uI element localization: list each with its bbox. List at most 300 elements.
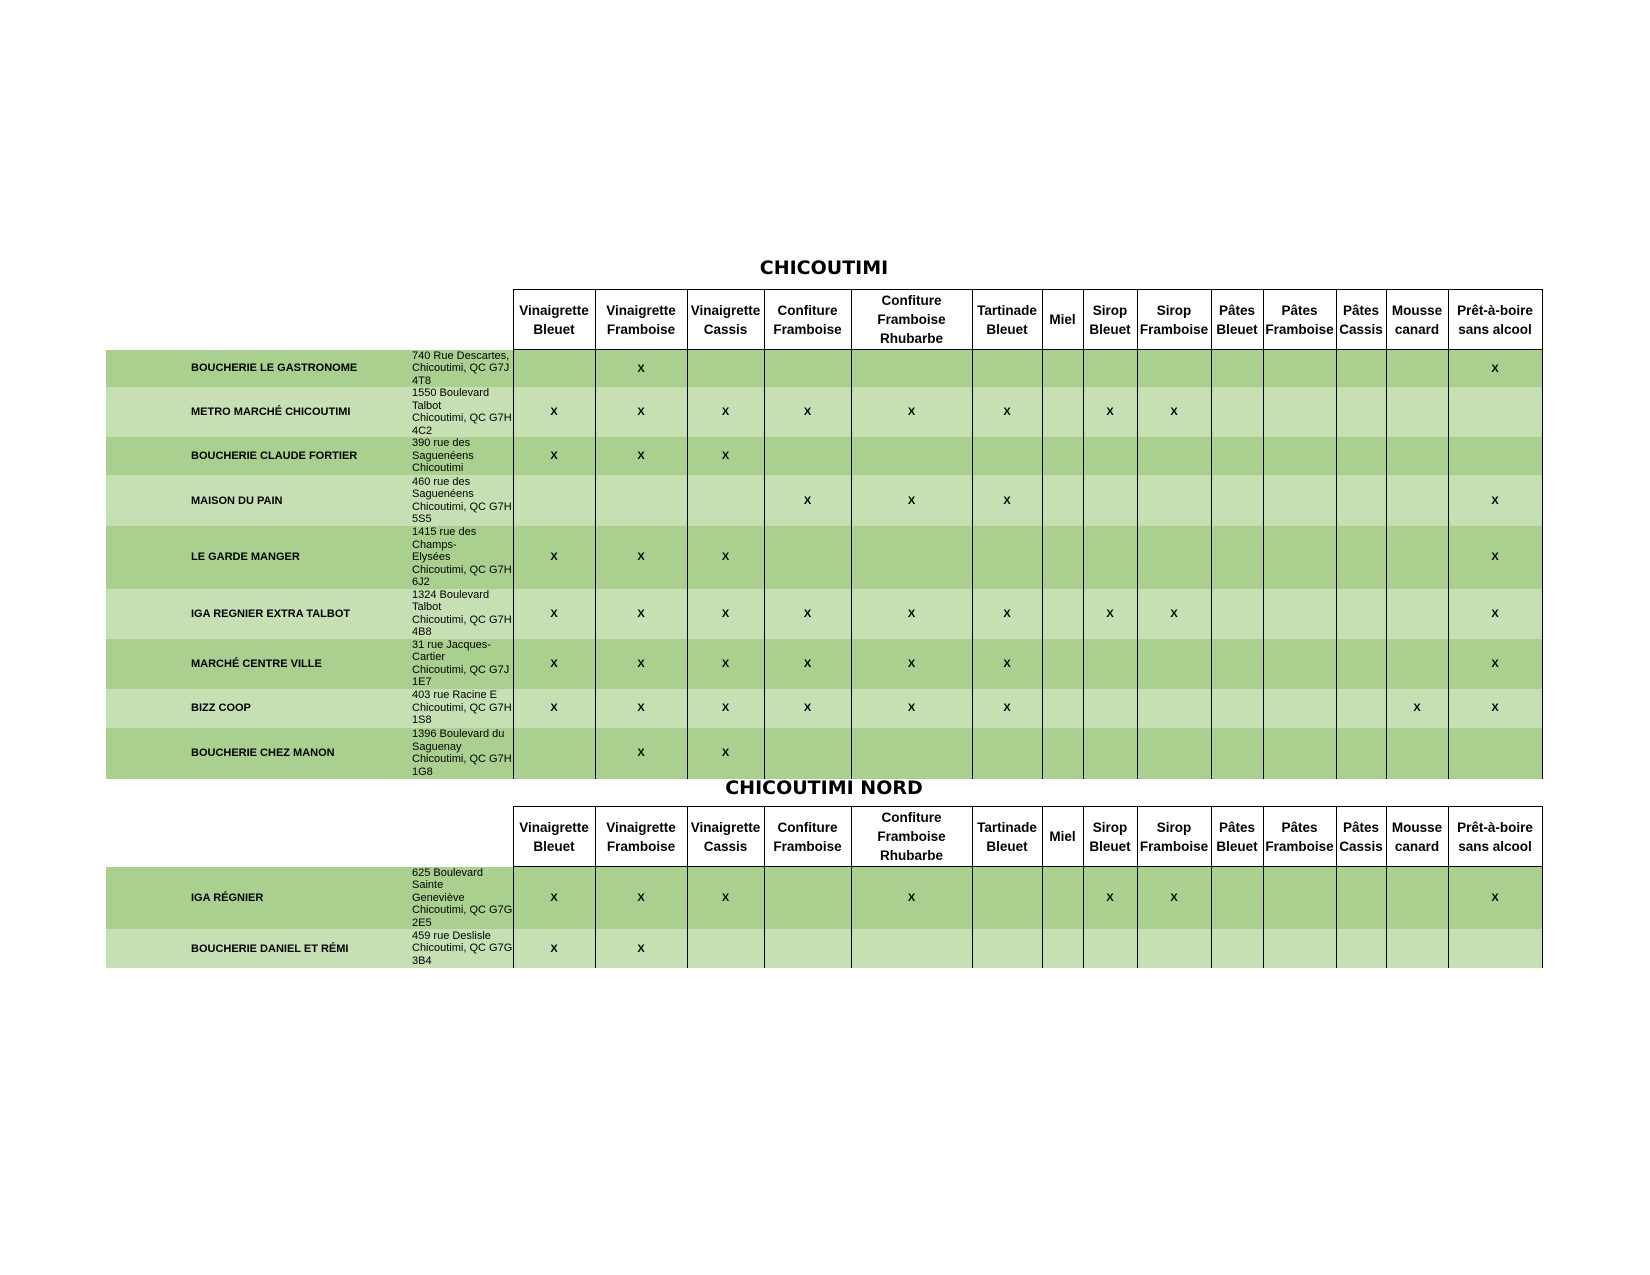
availability-cell — [851, 689, 972, 728]
address-line: 31 rue Jacques-Cartier — [412, 638, 491, 663]
availability-cell — [1263, 350, 1336, 388]
availability-cell — [1137, 526, 1211, 589]
product-header — [1386, 290, 1448, 350]
availability-mark: X — [550, 450, 558, 462]
availability-cell — [687, 350, 764, 388]
address-line: Saguenéens — [412, 488, 474, 500]
store-address — [412, 350, 513, 388]
availability-mark: X — [1491, 551, 1499, 564]
availability-cell — [1137, 867, 1211, 930]
address-line: 1324 Boulevard Talbot — [412, 588, 490, 613]
availability-cell — [1336, 689, 1386, 728]
availability-cell — [1042, 728, 1083, 779]
product-header-line: Bleuet — [986, 321, 1028, 337]
availability-cell — [972, 475, 1042, 526]
availability-cell — [1336, 589, 1386, 639]
product-header-line: Framboise — [773, 321, 842, 337]
product-header-line: Miel — [1049, 829, 1076, 844]
product-header — [1042, 290, 1083, 350]
store-name: MARCHÉ CENTRE VILLE — [106, 639, 412, 689]
availability-cell — [1083, 639, 1137, 689]
availability-cell — [1083, 589, 1137, 639]
availability-cell — [1263, 475, 1336, 526]
availability-mark: X — [637, 450, 645, 462]
address-line: 403 rue Racine E — [412, 689, 497, 702]
availability-cell — [687, 526, 764, 589]
availability-cell — [972, 867, 1042, 930]
product-header — [1336, 807, 1386, 867]
address-line: Chicoutimi, QC G7G — [412, 942, 513, 955]
store-name: METRO MARCHÉ CHICOUTIMI — [106, 387, 412, 437]
product-header-line: Tartinade — [977, 819, 1037, 835]
store-name: BOUCHERIE DANIEL ET RÉMI — [106, 929, 412, 968]
table-row — [106, 387, 1542, 437]
availability-cell — [1211, 387, 1263, 437]
availability-mark: X — [721, 657, 730, 670]
availability-mark: X — [1106, 892, 1114, 904]
availability-cell — [1083, 437, 1137, 475]
product-header-line: Bleuet — [1089, 321, 1131, 337]
product-header-line: Sirop — [1092, 819, 1128, 835]
availability-cell — [1336, 475, 1386, 526]
availability-cell — [1211, 639, 1263, 689]
address-line: Chicoutimi, QC G7H 6J2 — [412, 563, 512, 588]
address-line: 460 rue des — [412, 475, 471, 488]
availability-cell — [595, 867, 687, 930]
product-header-line: Pâtes — [1281, 819, 1318, 835]
availability-table — [106, 806, 1543, 968]
product-header-line: Pâtes — [1342, 819, 1380, 835]
availability-mark: X — [721, 747, 730, 759]
availability-cell — [851, 639, 972, 689]
product-header — [1263, 290, 1336, 350]
table-row — [106, 929, 1542, 968]
table-row — [106, 689, 1542, 728]
availability-cell — [972, 526, 1042, 589]
availability-cell — [1137, 639, 1211, 689]
availability-mark: X — [637, 942, 645, 955]
product-header-line: Cassis — [1339, 321, 1383, 337]
store-address — [412, 437, 513, 475]
product-header-line: Vinaigrette — [606, 302, 676, 318]
availability-mark: X — [1106, 406, 1114, 418]
availability-cell — [513, 929, 595, 968]
availability-mark: X — [550, 406, 558, 418]
availability-cell — [1386, 589, 1448, 639]
product-header — [1042, 807, 1083, 867]
availability-mark: X — [803, 494, 812, 507]
availability-mark: X — [907, 657, 916, 670]
product-header-line: Pâtes — [1218, 302, 1256, 318]
availability-mark: X — [637, 657, 645, 670]
availability-mark: X — [907, 892, 916, 904]
address-line: 740 Rue Descartes, — [412, 349, 510, 362]
availability-cell — [513, 639, 595, 689]
address-line: 625 Boulevard Sainte — [412, 866, 483, 891]
product-header-line: Framboise — [606, 321, 676, 337]
availability-mark: X — [550, 657, 558, 670]
availability-cell — [1336, 526, 1386, 589]
table-body — [106, 350, 1542, 779]
availability-mark: X — [1170, 607, 1178, 620]
availability-cell — [1042, 350, 1083, 388]
address-line: Chicoutimi, QC G7G — [412, 904, 513, 916]
availability-cell — [595, 387, 687, 437]
product-header-line: Vinaigrette — [606, 819, 676, 835]
availability-cell — [595, 437, 687, 475]
product-header-line: Framboise — [1265, 321, 1334, 337]
store-name: BOUCHERIE CLAUDE FORTIER — [106, 437, 412, 475]
availability-cell — [513, 437, 595, 475]
availability-cell — [1083, 526, 1137, 589]
availability-cell — [1448, 526, 1542, 589]
availability-cell — [1386, 689, 1448, 728]
availability-mark: X — [550, 551, 558, 564]
availability-cell — [972, 689, 1042, 728]
availability-cell — [1083, 867, 1137, 930]
product-header-line: Mousse — [1391, 302, 1443, 318]
availability-cell — [1336, 639, 1386, 689]
availability-cell — [1386, 526, 1448, 589]
availability-cell — [595, 589, 687, 639]
availability-mark: X — [803, 702, 812, 714]
table-header — [106, 807, 1542, 867]
store-name: BOUCHERIE CHEZ MANON — [106, 728, 412, 779]
availability-cell — [595, 475, 687, 526]
availability-cell — [1042, 929, 1083, 968]
availability-cell — [1336, 929, 1386, 968]
address-line: Chicoutimi, QC G7H — [412, 412, 512, 424]
availability-cell — [1386, 475, 1448, 526]
availability-mark: X — [550, 607, 558, 620]
address-line: 1550 Boulevard Talbot — [412, 387, 490, 412]
store-name: MAISON DU PAIN — [106, 475, 412, 526]
availability-cell — [1386, 728, 1448, 779]
product-header — [1137, 807, 1211, 867]
availability-mark: X — [1003, 607, 1011, 620]
availability-cell — [1137, 728, 1211, 779]
availability-cell — [972, 929, 1042, 968]
availability-cell — [851, 728, 972, 779]
header-row — [106, 807, 1542, 867]
availability-cell — [1386, 387, 1448, 437]
availability-mark: X — [1003, 406, 1011, 418]
availability-cell — [513, 728, 595, 779]
availability-cell — [1211, 350, 1263, 388]
availability-cell — [1137, 387, 1211, 437]
availability-cell — [1448, 929, 1542, 968]
availability-cell — [1448, 475, 1542, 526]
availability-mark: X — [637, 362, 645, 375]
availability-cell — [1083, 929, 1137, 968]
product-header — [513, 290, 595, 350]
product-header-line: Sirop — [1092, 302, 1128, 318]
availability-cell — [595, 929, 687, 968]
address-line: 1G8 — [412, 765, 433, 778]
availability-cell — [1448, 437, 1542, 475]
product-header — [595, 807, 687, 867]
product-header-line: Prêt-à-boire — [1457, 819, 1533, 835]
availability-cell — [1448, 689, 1542, 728]
availability-cell — [1042, 387, 1083, 437]
availability-cell — [1042, 589, 1083, 639]
availability-mark: X — [550, 702, 558, 714]
availability-cell — [1448, 387, 1542, 437]
availability-cell — [513, 387, 595, 437]
product-header-line: Cassis — [703, 838, 748, 854]
product-header — [1211, 807, 1263, 867]
availability-cell — [595, 728, 687, 779]
product-header — [687, 807, 764, 867]
product-header — [595, 290, 687, 350]
address-line: 3B4 — [412, 954, 432, 967]
product-header-line: Bleuet — [1089, 838, 1131, 854]
availability-mark: X — [907, 494, 916, 507]
product-header-line: Bleuet — [533, 838, 575, 854]
availability-cell — [1263, 639, 1336, 689]
availability-mark: X — [721, 450, 730, 462]
product-header — [1448, 290, 1542, 350]
table-row — [106, 475, 1542, 526]
section-title: CHICOUTIMI NORD — [725, 777, 923, 799]
availability-cell — [1386, 350, 1448, 388]
availability-mark: X — [637, 747, 645, 759]
availability-table — [106, 289, 1543, 779]
table-header — [106, 290, 1542, 350]
product-header-line: Rhubarbe — [879, 848, 943, 863]
product-header — [764, 807, 851, 867]
availability-cell — [1336, 437, 1386, 475]
availability-cell — [1211, 526, 1263, 589]
address-line: Chicoutimi, QC G7H — [412, 753, 512, 765]
availability-cell — [972, 589, 1042, 639]
availability-cell — [1336, 867, 1386, 930]
address-line: 1396 Boulevard du — [412, 728, 505, 740]
availability-mark: X — [1106, 607, 1114, 620]
availability-cell — [851, 867, 972, 930]
availability-cell — [595, 526, 687, 589]
header-row — [106, 290, 1542, 350]
availability-cell — [1263, 526, 1336, 589]
availability-mark: X — [907, 406, 916, 418]
product-header-line: Pâtes — [1342, 302, 1380, 318]
availability-cell — [513, 589, 595, 639]
availability-mark: X — [637, 406, 645, 418]
address-line: Chicoutimi, QC G7H 5S5 — [412, 500, 512, 525]
availability-cell — [1083, 475, 1137, 526]
availability-mark: X — [721, 892, 730, 904]
product-header-line: Cassis — [1339, 838, 1383, 854]
store-address — [412, 589, 513, 639]
product-header — [972, 807, 1042, 867]
availability-cell — [595, 350, 687, 388]
availability-cell — [1137, 689, 1211, 728]
availability-cell — [1137, 350, 1211, 388]
availability-cell — [1211, 867, 1263, 930]
availability-cell — [764, 437, 851, 475]
availability-cell — [972, 350, 1042, 388]
availability-cell — [1386, 867, 1448, 930]
product-header — [764, 290, 851, 350]
product-header-line: Bleuet — [986, 838, 1028, 854]
availability-cell — [764, 475, 851, 526]
address-line: Geneviève — [412, 891, 465, 904]
table-row — [106, 350, 1542, 388]
product-header-line: Pâtes — [1218, 819, 1256, 835]
availability-cell — [851, 387, 972, 437]
availability-cell — [1042, 689, 1083, 728]
availability-cell — [972, 437, 1042, 475]
product-header-line: Framboise — [1139, 321, 1209, 337]
availability-mark: X — [637, 702, 645, 714]
product-header-line: Vinaigrette — [519, 819, 589, 835]
availability-mark: X — [1491, 362, 1499, 375]
availability-mark: X — [1491, 892, 1499, 904]
product-header-line: Confiture — [881, 293, 942, 308]
address-line: 390 rue des — [412, 437, 471, 450]
availability-cell — [1083, 387, 1137, 437]
product-header — [513, 807, 595, 867]
availability-cell — [687, 867, 764, 930]
availability-cell — [1448, 728, 1542, 779]
product-header-line: Framboise — [773, 838, 842, 854]
availability-cell — [1042, 437, 1083, 475]
store-address — [412, 387, 513, 437]
product-header — [1083, 290, 1137, 350]
availability-cell — [1263, 929, 1336, 968]
product-header-line: Sirop — [1156, 819, 1192, 835]
availability-cell — [687, 475, 764, 526]
availability-cell — [1336, 387, 1386, 437]
product-header-line: Rhubarbe — [879, 331, 943, 346]
product-header — [851, 290, 972, 350]
availability-cell — [1042, 526, 1083, 589]
table-row — [106, 867, 1542, 930]
product-header — [1137, 290, 1211, 350]
availability-cell — [1386, 639, 1448, 689]
product-header-line: Bleuet — [533, 321, 575, 337]
availability-cell — [972, 387, 1042, 437]
availability-cell — [764, 526, 851, 589]
availability-cell — [851, 526, 972, 589]
address-line: Chicoutimi, QC G7J 4T8 — [412, 362, 510, 387]
availability-cell — [595, 639, 687, 689]
availability-mark: X — [550, 892, 558, 904]
availability-cell — [1042, 639, 1083, 689]
product-header-line: Mousse — [1391, 819, 1443, 835]
availability-cell — [764, 728, 851, 779]
store-name: IGA RÉGNIER — [106, 867, 412, 930]
availability-cell — [1211, 589, 1263, 639]
product-header-line: Framboise — [1265, 838, 1334, 854]
availability-cell — [764, 589, 851, 639]
availability-mark: X — [907, 607, 916, 620]
product-header-line: canard — [1394, 321, 1440, 337]
product-header-line: Bleuet — [1216, 321, 1258, 337]
store-address — [412, 929, 513, 968]
availability-cell — [687, 929, 764, 968]
product-header — [1386, 807, 1448, 867]
availability-mark: X — [1003, 494, 1011, 507]
availability-cell — [1263, 689, 1336, 728]
availability-cell — [851, 589, 972, 639]
address-line: Chicoutimi, QC G7H 1S8 — [412, 701, 512, 727]
store-address — [412, 867, 513, 930]
store-name: LE GARDE MANGER — [106, 526, 412, 589]
availability-cell — [1083, 728, 1137, 779]
availability-cell — [1042, 475, 1083, 526]
store-address — [412, 689, 513, 728]
availability-cell — [687, 589, 764, 639]
availability-cell — [851, 929, 972, 968]
product-header — [1083, 807, 1137, 867]
product-header — [1211, 290, 1263, 350]
product-header — [1448, 807, 1542, 867]
table-body — [106, 867, 1542, 969]
address-line: Saguenay — [412, 740, 462, 753]
product-header-line: canard — [1394, 838, 1440, 854]
availability-mark: X — [1491, 702, 1499, 714]
availability-mark: X — [1170, 892, 1178, 904]
availability-cell — [513, 867, 595, 930]
store-address — [412, 526, 513, 589]
availability-cell — [1042, 867, 1083, 930]
product-header-line: Vinaigrette — [690, 302, 761, 318]
product-header — [687, 290, 764, 350]
header-spacer — [106, 807, 412, 867]
table-row — [106, 639, 1542, 689]
availability-cell — [513, 526, 595, 589]
availability-cell — [851, 350, 972, 388]
availability-cell — [1336, 350, 1386, 388]
availability-cell — [972, 639, 1042, 689]
availability-cell — [972, 728, 1042, 779]
product-header-line: Framboise — [1139, 838, 1209, 854]
product-header-line: Cassis — [703, 321, 748, 337]
address-line: 4B8 — [412, 626, 432, 638]
availability-cell — [513, 350, 595, 388]
availability-cell — [513, 689, 595, 728]
address-line: Chicoutimi — [412, 462, 464, 475]
availability-cell — [1211, 929, 1263, 968]
section-title: CHICOUTIMI — [759, 257, 889, 279]
address-line: 1415 rue des Champs- — [412, 526, 477, 551]
availability-cell — [1263, 437, 1336, 475]
availability-mark: X — [907, 702, 916, 714]
table-row — [106, 437, 1542, 475]
availability-cell — [1448, 589, 1542, 639]
product-header-line: Framboise — [606, 838, 676, 854]
product-header-line: Framboise — [877, 829, 946, 844]
product-header — [1263, 807, 1336, 867]
availability-mark: X — [637, 551, 645, 564]
availability-cell — [764, 867, 851, 930]
availability-mark: X — [721, 406, 730, 418]
product-header-line: sans alcool — [1458, 321, 1532, 337]
availability-cell — [1263, 589, 1336, 639]
availability-mark: X — [1491, 494, 1499, 507]
product-header — [1336, 290, 1386, 350]
header-spacer — [412, 290, 513, 350]
availability-cell — [764, 929, 851, 968]
product-header-line: Sirop — [1156, 302, 1192, 318]
availability-mark: X — [550, 942, 558, 955]
availability-mark: X — [803, 657, 812, 670]
availability-cell — [764, 350, 851, 388]
availability-cell — [1263, 867, 1336, 930]
header-spacer — [412, 807, 513, 867]
availability-mark: X — [1003, 702, 1011, 714]
